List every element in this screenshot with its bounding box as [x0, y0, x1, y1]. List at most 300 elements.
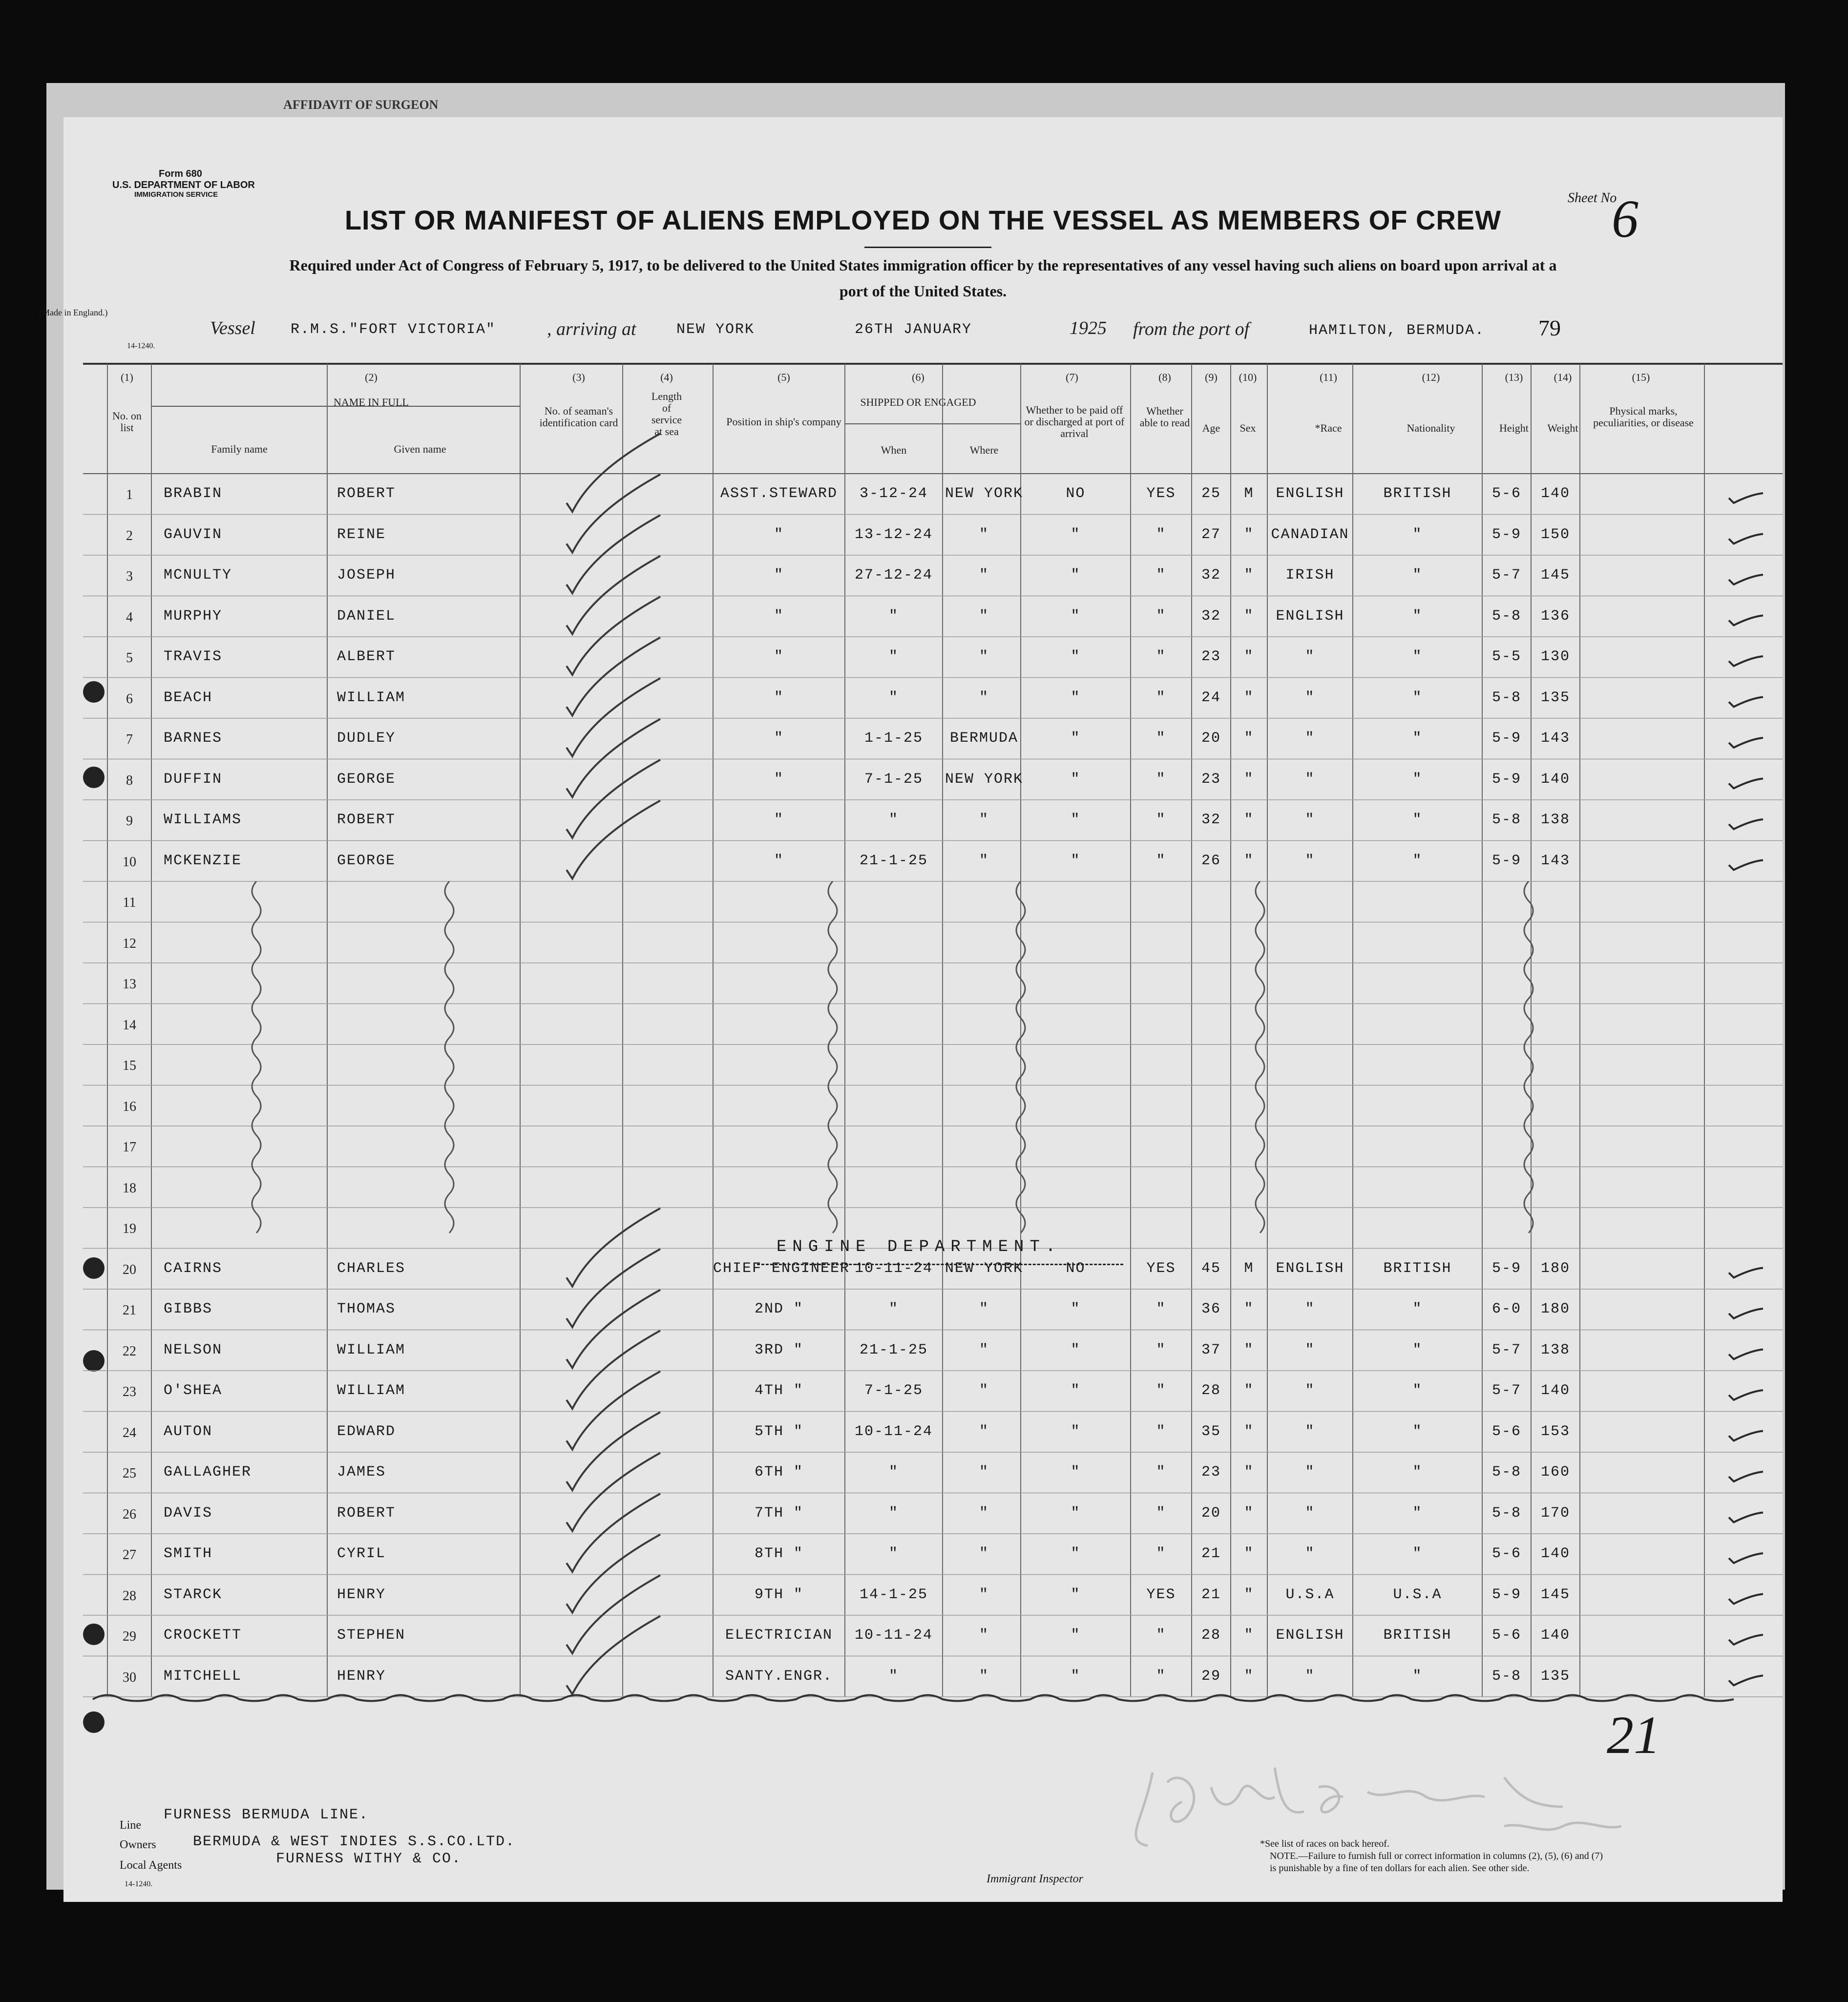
cell-given: WILLIAM	[337, 1382, 406, 1399]
cell-nationality: "	[1412, 812, 1423, 828]
row-number: 27	[123, 1547, 136, 1563]
cell-position: "	[774, 567, 784, 584]
cell-race: "	[1305, 852, 1315, 869]
cell-nationality: "	[1412, 1301, 1423, 1317]
cell-sex: "	[1244, 1423, 1254, 1440]
cell-given: JOSEPH	[337, 567, 396, 584]
cell-sex: "	[1244, 1382, 1254, 1399]
cell-paid: "	[1071, 852, 1081, 869]
cell-sex: "	[1244, 526, 1254, 543]
col14-label: Weight	[1547, 422, 1578, 434]
cell-family: SMITH	[164, 1545, 213, 1562]
check-mark	[567, 556, 660, 634]
cell-read: "	[1156, 1423, 1166, 1440]
margin-check-mark	[1729, 1268, 1763, 1278]
cell-family: CROCKETT	[164, 1627, 242, 1644]
cell-read: "	[1156, 852, 1166, 869]
cell-paid: "	[1071, 1423, 1081, 1440]
col2-label: NAME IN FULL	[334, 396, 409, 408]
arrival-year: 1925	[1070, 318, 1107, 338]
row-number: 21	[123, 1303, 136, 1318]
cell-race: IRISH	[1285, 567, 1335, 584]
margin-check-mark	[1729, 779, 1763, 789]
code-top: 14-1240.	[127, 342, 155, 350]
cell-height: 5-6	[1491, 1627, 1521, 1644]
cell-paid: "	[1071, 1382, 1081, 1399]
cell-position: "	[774, 730, 784, 747]
cell-sex: M	[1244, 485, 1254, 502]
cell-height: 5-8	[1491, 607, 1521, 625]
cell-age: 26	[1201, 852, 1221, 869]
col9-number: (9)	[1205, 371, 1218, 383]
cell-when: 27-12-24	[854, 567, 933, 584]
margin-check-mark	[1729, 1472, 1763, 1481]
cell-weight: 180	[1540, 1301, 1570, 1317]
made-in: (Made in England.)	[39, 308, 108, 317]
margin-check-mark	[1729, 1390, 1763, 1400]
row-number: 15	[123, 1058, 136, 1073]
cell-read: "	[1156, 607, 1166, 625]
cell-race: "	[1305, 812, 1315, 828]
cell-sex: "	[1244, 1341, 1254, 1358]
cell-when: "	[888, 1545, 899, 1562]
cell-race: "	[1305, 648, 1315, 665]
cell-when: 10-11-24	[854, 1423, 933, 1440]
cell-when: 21-1-25	[859, 852, 928, 869]
cell-race: ENGLISH	[1276, 1627, 1344, 1644]
margin-check-mark	[1729, 534, 1763, 544]
cell-given: ALBERT	[337, 648, 396, 665]
check-mark	[567, 1290, 660, 1368]
cell-where: "	[979, 648, 989, 665]
col10-label: Sex	[1239, 422, 1256, 434]
col6-when: When	[881, 444, 907, 456]
cell-weight: 145	[1540, 1586, 1570, 1603]
vessel-label: Vessel	[210, 318, 255, 338]
cell-paid: "	[1071, 1301, 1081, 1317]
row-number: 1	[126, 487, 133, 502]
col13-label: Height	[1499, 422, 1529, 434]
cell-read: "	[1156, 1627, 1166, 1644]
cell-when: 10-11-24	[854, 1260, 933, 1277]
cell-nationality: "	[1412, 1423, 1423, 1440]
row-number: 10	[123, 854, 136, 870]
cell-when: 1-1-25	[864, 730, 924, 747]
cell-position: 7TH "	[754, 1504, 803, 1522]
cell-weight: 140	[1540, 1382, 1570, 1399]
col1-number: (1)	[121, 371, 133, 383]
cell-age: 20	[1201, 730, 1221, 747]
cell-race: "	[1305, 1504, 1315, 1522]
col8-label: Whether able to read	[1139, 405, 1190, 429]
cell-height: 5-9	[1491, 1586, 1521, 1603]
col2-family: Family name	[211, 443, 268, 455]
cell-read: "	[1156, 1545, 1166, 1562]
cell-age: 28	[1201, 1627, 1221, 1644]
cell-race: "	[1305, 689, 1315, 706]
cell-nationality: "	[1412, 689, 1423, 706]
cell-when: "	[888, 1668, 899, 1685]
cell-position: "	[774, 689, 784, 706]
cell-given: HENRY	[337, 1668, 386, 1685]
cell-read: "	[1156, 730, 1166, 747]
row-number: 30	[123, 1669, 136, 1685]
cell-paid: "	[1071, 567, 1081, 584]
cell-position: "	[774, 607, 784, 625]
cell-height: 5-8	[1491, 689, 1521, 706]
cell-sex: "	[1244, 730, 1254, 747]
cell-paid: "	[1071, 1464, 1081, 1481]
cell-family: GALLAGHER	[164, 1464, 252, 1481]
cell-height: 5-8	[1491, 812, 1521, 828]
cell-nationality: "	[1412, 607, 1423, 625]
cell-weight: 180	[1540, 1260, 1570, 1277]
check-mark	[567, 1616, 660, 1694]
row-number: 25	[123, 1466, 136, 1481]
cell-family: O'SHEA	[164, 1382, 223, 1399]
cell-race: "	[1305, 1545, 1315, 1562]
cell-weight: 145	[1540, 567, 1570, 584]
margin-check-mark	[1729, 1513, 1763, 1522]
cell-given: GEORGE	[337, 852, 396, 869]
cell-sex: "	[1244, 812, 1254, 828]
code-bottom: 14-1240.	[125, 1880, 153, 1888]
cell-age: 25	[1201, 485, 1221, 502]
cell-sex: "	[1244, 852, 1254, 869]
cell-height: 5-6	[1491, 1423, 1521, 1440]
cell-paid: "	[1071, 1668, 1081, 1685]
cell-sex: "	[1244, 771, 1254, 788]
cell-weight: 140	[1540, 1545, 1570, 1562]
cell-given: CYRIL	[337, 1545, 386, 1562]
margin-check-mark	[1729, 860, 1763, 870]
row-number: 8	[126, 772, 133, 788]
cell-age: 20	[1201, 1504, 1221, 1522]
col6-number: (6)	[912, 371, 924, 383]
cell-height: 5-9	[1491, 730, 1521, 747]
cell-paid: NO	[1066, 485, 1086, 502]
cell-nationality: "	[1412, 730, 1423, 747]
cell-weight: 143	[1540, 852, 1570, 869]
footnote-penalty-1: NOTE.—Failure to furnish full or correct information in columns (2), (5), (6) and (7)	[1270, 1851, 1603, 1861]
cell-read: "	[1156, 648, 1166, 665]
cell-given: REINE	[337, 526, 386, 543]
row-number: 4	[126, 609, 133, 625]
cell-race: U.S.A	[1285, 1586, 1335, 1603]
cell-race: ENGLISH	[1276, 1260, 1344, 1277]
col2-given: Given name	[394, 443, 446, 455]
cell-where: "	[979, 852, 989, 869]
cell-family: BRABIN	[164, 485, 223, 502]
cell-when: 10-11-24	[854, 1627, 933, 1644]
from-label: from the port of	[1133, 319, 1250, 339]
cell-nationality: "	[1412, 1464, 1423, 1481]
cell-family: MITCHELL	[164, 1668, 242, 1685]
cell-weight: 138	[1540, 1341, 1570, 1358]
cell-position: 6TH "	[754, 1464, 803, 1481]
cell-family: BEACH	[164, 689, 213, 706]
cell-sex: "	[1244, 689, 1254, 706]
cell-read: "	[1156, 689, 1166, 706]
cell-age: 23	[1201, 771, 1221, 788]
col13-number: (13)	[1505, 371, 1523, 383]
margin-check-mark	[1729, 738, 1763, 748]
cell-age: 23	[1201, 648, 1221, 665]
closing-line	[93, 1695, 1734, 1701]
margin-check-mark	[1729, 697, 1763, 707]
col8-number: (8)	[1158, 371, 1171, 383]
cell-when: 13-12-24	[854, 526, 933, 543]
sheet-number: 6	[1612, 189, 1638, 249]
cell-weight: 135	[1540, 1668, 1570, 1685]
cell-race: ENGLISH	[1276, 607, 1344, 625]
cell-height: 5-8	[1491, 1504, 1521, 1522]
row-number: 17	[123, 1140, 136, 1155]
col12-number: (12)	[1422, 371, 1440, 383]
cell-position: "	[774, 812, 784, 828]
cell-nationality: "	[1412, 1545, 1423, 1562]
cell-height: 5-8	[1491, 1464, 1521, 1481]
row-number: 26	[123, 1506, 136, 1522]
cell-when: "	[888, 1464, 899, 1481]
cell-paid: "	[1071, 526, 1081, 543]
cell-given: THOMAS	[337, 1301, 396, 1317]
cell-given: CHARLES	[337, 1260, 406, 1277]
cell-when: "	[888, 1301, 899, 1317]
cell-family: WILLIAMS	[164, 812, 242, 828]
row-number: 20	[123, 1262, 136, 1277]
owners-label: Owners	[120, 1838, 156, 1851]
cell-height: 5-9	[1491, 1260, 1521, 1277]
cell-nationality: "	[1412, 1382, 1423, 1399]
vessel-name: R.M.S."FORT VICTORIA"	[291, 321, 496, 338]
cell-given: EDWARD	[337, 1423, 396, 1440]
col7-number: (7)	[1066, 371, 1078, 383]
cell-age: 36	[1201, 1301, 1221, 1317]
cell-age: 23	[1201, 1464, 1221, 1481]
cell-when: 7-1-25	[864, 1382, 924, 1399]
cell-nationality: BRITISH	[1383, 1627, 1452, 1644]
cell-family: TRAVIS	[164, 648, 223, 665]
check-mark	[567, 1412, 660, 1490]
cell-paid: "	[1071, 689, 1081, 706]
cell-position: "	[774, 526, 784, 543]
cell-position: 3RD "	[754, 1341, 803, 1358]
col2-number: (2)	[365, 371, 378, 383]
section-heading-rule	[757, 1264, 1123, 1265]
margin-check-mark	[1729, 493, 1763, 503]
cell-family: MCNULTY	[164, 567, 232, 584]
check-mark	[567, 597, 660, 675]
cell-weight: 140	[1540, 1627, 1570, 1644]
cell-where: "	[979, 812, 989, 828]
check-mark	[567, 1575, 660, 1653]
cell-when: "	[888, 689, 899, 706]
cell-weight: 160	[1540, 1464, 1570, 1481]
cell-family: GAUVIN	[164, 526, 223, 543]
cell-nationality: "	[1412, 1341, 1423, 1358]
cell-family: STARCK	[164, 1586, 223, 1603]
cell-family: MURPHY	[164, 607, 223, 625]
cell-nationality: BRITISH	[1383, 1260, 1452, 1277]
cell-position: "	[774, 648, 784, 665]
underlayer-title: AFFIDAVIT OF SURGEON	[283, 98, 439, 112]
line-label: Line	[120, 1819, 141, 1832]
row-number: 9	[126, 813, 133, 829]
col4-label: Length of service at sea	[651, 390, 682, 438]
cell-given: WILLIAM	[337, 1341, 406, 1358]
cell-sex: "	[1244, 607, 1254, 625]
sheet-label: Sheet No	[1568, 190, 1617, 206]
cell-weight: 153	[1540, 1423, 1570, 1440]
cell-height: 5-7	[1491, 1341, 1521, 1358]
col3-number: (3)	[572, 371, 585, 383]
cell-paid: "	[1071, 1586, 1081, 1603]
blank-rows-stroke	[1524, 881, 1533, 1233]
cell-where: NEW YORK	[945, 771, 1024, 788]
footnote-races: *See list of races on back hereof.	[1260, 1838, 1389, 1849]
cell-read: "	[1156, 567, 1166, 584]
cell-when: 21-1-25	[859, 1341, 928, 1358]
cell-age: 24	[1201, 689, 1221, 706]
cell-age: 32	[1201, 812, 1221, 828]
line-value: FURNESS BERMUDA LINE.	[164, 1807, 369, 1823]
cell-where: "	[979, 567, 989, 584]
blank-rows-stroke	[1256, 881, 1264, 1233]
cell-read: "	[1156, 1301, 1166, 1317]
blank-rows-stroke	[252, 881, 261, 1233]
cell-family: AUTON	[164, 1423, 213, 1440]
row-number: 28	[123, 1588, 136, 1604]
manifest-title: LIST OR MANIFEST OF ALIENS EMPLOYED ON THE VESSEL AS MEMBERS OF CREW	[344, 205, 1502, 235]
cell-paid: "	[1071, 730, 1081, 747]
agents-label: Local Agents	[120, 1859, 182, 1872]
inspector-signature	[1113, 1743, 1700, 1870]
cell-weight: 140	[1540, 485, 1570, 502]
cell-where: "	[979, 1301, 989, 1317]
row-number: 14	[123, 1017, 136, 1033]
cell-nationality: BRITISH	[1383, 485, 1452, 502]
cell-family: DAVIS	[164, 1504, 213, 1522]
blank-rows-stroke	[445, 881, 454, 1233]
col3-label: No. of seaman's identification card	[539, 405, 618, 429]
arrival-port: NEW YORK	[676, 321, 755, 338]
agents-value: FURNESS WITHY & CO.	[276, 1851, 462, 1867]
cell-age: 35	[1201, 1423, 1221, 1440]
cell-position: CHIEF ENGINEER	[713, 1260, 850, 1277]
cell-where: "	[979, 1504, 989, 1522]
cell-age: 45	[1201, 1260, 1221, 1277]
cell-given: JAMES	[337, 1464, 386, 1481]
cell-paid: "	[1071, 648, 1081, 665]
subtitle-line1: Required under Act of Congress of February 5, 1917, to be delivered to the United States immigration officer by the representatives of any vessel having such aliens on board upon arrival at a	[289, 256, 1557, 274]
cell-age: 32	[1201, 567, 1221, 584]
margin-check-mark	[1729, 819, 1763, 829]
cell-position: "	[774, 771, 784, 788]
cell-height: 5-9	[1491, 771, 1521, 788]
form-number: Form 680	[159, 168, 202, 179]
cell-where: NEW YORK	[945, 1260, 1024, 1277]
check-mark	[567, 1453, 660, 1531]
cell-when: "	[888, 1504, 899, 1522]
crew-total: 21	[1607, 1705, 1660, 1765]
cell-race: "	[1305, 730, 1315, 747]
col4-number: (4)	[660, 371, 673, 383]
cell-where: "	[979, 1382, 989, 1399]
cell-read: "	[1156, 526, 1166, 543]
cell-nationality: U.S.A	[1393, 1586, 1442, 1603]
cell-given: HENRY	[337, 1586, 386, 1603]
check-mark	[567, 1331, 660, 1409]
cell-weight: 135	[1540, 689, 1570, 706]
cell-position: 9TH "	[754, 1586, 803, 1603]
cell-read: "	[1156, 1668, 1166, 1685]
row-number: 3	[126, 569, 133, 584]
col12-label: Nationality	[1407, 422, 1455, 434]
cell-race: "	[1305, 1341, 1315, 1358]
inspector-label: Immigrant Inspector	[987, 1873, 1083, 1885]
cell-position: "	[774, 852, 784, 869]
cell-age: 37	[1201, 1341, 1221, 1358]
cell-race: "	[1305, 1668, 1315, 1685]
blank-rows-stroke	[828, 881, 837, 1233]
cell-where: "	[979, 1545, 989, 1562]
cell-age: 27	[1201, 526, 1221, 543]
check-mark	[567, 434, 660, 512]
cell-read: YES	[1146, 1260, 1176, 1277]
cell-race: ENGLISH	[1276, 485, 1344, 502]
cell-nationality: "	[1412, 1504, 1423, 1522]
cell-paid: "	[1071, 812, 1081, 828]
margin-check-mark	[1729, 1309, 1763, 1318]
cell-sex: "	[1244, 1545, 1254, 1562]
cell-where: "	[979, 1586, 989, 1603]
cell-where: "	[979, 1668, 989, 1685]
cell-height: 6-0	[1491, 1301, 1521, 1317]
check-mark	[567, 515, 660, 593]
cell-age: 28	[1201, 1382, 1221, 1399]
col15-number: (15)	[1632, 371, 1650, 383]
check-mark	[567, 1535, 660, 1613]
cell-weight: 130	[1540, 648, 1570, 665]
footnote-penalty-2: is punishable by a fine of ten dollars for each alien. See other side.	[1270, 1863, 1530, 1874]
cell-when: 7-1-25	[864, 771, 924, 788]
cell-position: ELECTRICIAN	[725, 1627, 833, 1644]
cell-race: "	[1305, 1464, 1315, 1481]
cell-where: "	[979, 607, 989, 625]
cell-nationality: "	[1412, 648, 1423, 665]
cell-where: "	[979, 1341, 989, 1358]
cell-given: ROBERT	[337, 812, 396, 828]
row-number: 18	[123, 1180, 136, 1196]
cell-weight: 143	[1540, 730, 1570, 747]
cell-sex: M	[1244, 1260, 1254, 1277]
cell-given: STEPHEN	[337, 1627, 406, 1644]
col9-label: Age	[1202, 422, 1220, 434]
cell-position: ASST.STEWARD	[720, 485, 838, 502]
col6-where: Where	[969, 444, 999, 456]
margin-check-mark	[1729, 575, 1763, 584]
cell-paid: "	[1071, 1627, 1081, 1644]
cell-where: "	[979, 1627, 989, 1644]
cell-sex: "	[1244, 1668, 1254, 1685]
cell-nationality: "	[1412, 1668, 1423, 1685]
col15-label: Physical marks, peculiarities, or disease	[1593, 405, 1694, 429]
cell-paid: "	[1071, 607, 1081, 625]
section-heading: ENGINE DEPARTMENT.	[777, 1238, 1062, 1256]
margin-check-mark	[1729, 616, 1763, 626]
cell-sex: "	[1244, 1504, 1254, 1522]
